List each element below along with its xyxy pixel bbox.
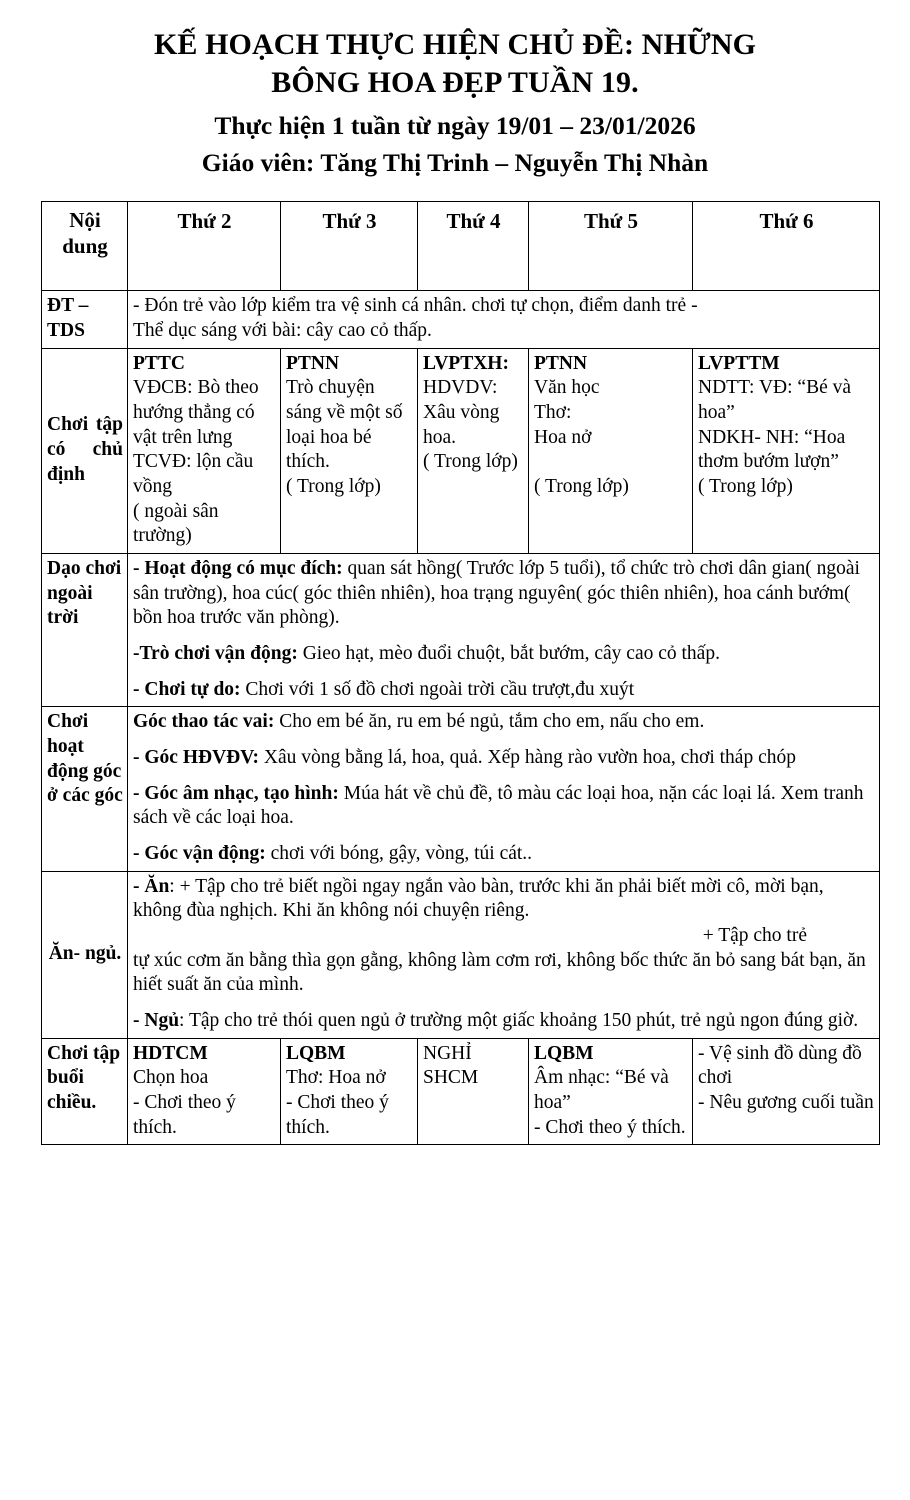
- activity-code: LQBM: [286, 1042, 346, 1064]
- corner-item-label: - Góc vận động:: [133, 842, 266, 864]
- subtitle-teachers: Giáo viên: Tăng Thị Trinh – Nguyễn Thị Nhàn: [201, 148, 709, 178]
- outdoor-item: [133, 642, 875, 667]
- corner-item: [133, 710, 875, 735]
- activity-detail: - Vệ sinh đồ dùng đồ chơi - Nêu gương cuối tuần: [698, 1042, 874, 1113]
- outdoor-item-label: - Chơi tự do:: [133, 678, 241, 700]
- cell-chu-dinh-day-3: [281, 348, 418, 553]
- sleep-item-text: : Tập cho trẻ thói quen ngủ ở trường một giấc khoảng 150 phút, trẻ ngủ ngon đúng giờ.: [179, 1009, 859, 1031]
- activity-detail: Văn học Thơ: Hoa nở ( Trong lớp): [534, 377, 629, 498]
- cell-buoi-chieu-day-3: [281, 1038, 418, 1145]
- cell-chu-dinh-day-5: [529, 348, 693, 553]
- activity-code: PTNN: [534, 352, 588, 374]
- activity-detail: Thơ: Hoa nở - Chơi theo ý thích.: [286, 1067, 389, 1138]
- dt-tds-line-1: - Đón trẻ vào lớp kiểm tra vệ sinh cá nhân. chơi tự chọn, điểm danh trẻ -: [133, 295, 698, 317]
- row-label-an-ngu: Ăn- ngủ.: [42, 871, 128, 1038]
- activity-detail: HDVDV: Xâu vòng hoa. ( Trong lớp): [423, 377, 518, 473]
- row-content-dao-choi-ngoai-troi: [128, 554, 880, 707]
- meal-item-indent: + Tập cho trẻ: [702, 924, 807, 946]
- corner-item-text: chơi với bóng, gậy, vòng, túi cát..: [265, 842, 533, 864]
- cell-chu-dinh-day-2: [128, 348, 281, 553]
- table-row: [42, 871, 880, 1038]
- cell-buoi-chieu-day-5: [529, 1038, 693, 1145]
- weekly-plan-table: [41, 201, 880, 1145]
- row-label-choi-hoat-dong-goc: Chơi hoạt động góc ở các góc: [42, 707, 128, 871]
- outdoor-item-label: - Hoạt động có mục đích:: [133, 558, 343, 580]
- row-label-choi-tap-buoi-chieu: Chơi tập buổi chiều.: [42, 1038, 128, 1145]
- row-label-choi-tap-co-chu-dinh: Chơi tập có chủ định: [42, 348, 128, 553]
- table-row: [42, 707, 880, 871]
- activity-code: PTTC: [133, 352, 186, 374]
- outdoor-item-label: -Trò chơi vận động:: [133, 643, 298, 664]
- table-row: [42, 1038, 880, 1145]
- cell-chu-dinh-day-6: [693, 348, 880, 553]
- activity-detail: NDTT: VĐ: “Bé và hoa” NDKH- NH: “Hoa thơm bướm lượn” ( Trong lớp): [698, 377, 852, 498]
- corner-item: [133, 842, 875, 867]
- activity-code: HDTCM: [133, 1042, 208, 1064]
- meal-item-label: - Ăn: [133, 875, 170, 897]
- header-content: Nội dung: [42, 202, 128, 291]
- dt-tds-line-2: Thể dục sáng với bài: cây cao cỏ thấp.: [133, 320, 432, 342]
- row-label-dao-choi-ngoai-troi: Dạo chơi ngoài trời: [42, 554, 128, 707]
- table-row: [42, 348, 880, 553]
- corner-item-text: Múa hát về chủ đề, tô màu các loại hoa, nặn các loại lá. Xem tranh sách về các loại hoa.: [133, 782, 864, 829]
- outdoor-item: [133, 678, 875, 703]
- activity-detail: Âm nhạc: “Bé và hoa” - Chơi theo ý thích.: [534, 1067, 686, 1138]
- activity-detail: NGHỈ SHCM: [423, 1042, 479, 1089]
- header-day-6: Thứ 6: [693, 202, 880, 291]
- table-row: [42, 291, 880, 348]
- sleep-item-label: - Ngủ: [133, 1009, 180, 1031]
- activity-code: LQBM: [534, 1042, 594, 1064]
- corner-item-label: Góc thao tác vai:: [133, 711, 275, 733]
- activity-detail: Chọn hoa - Chơi theo ý thích.: [133, 1067, 236, 1138]
- header-day-4: Thứ 4: [418, 202, 529, 291]
- corner-item: [133, 746, 875, 771]
- table-header-row: [42, 202, 880, 291]
- activity-code: PTNN: [286, 352, 340, 374]
- meal-item: [133, 875, 875, 998]
- cell-buoi-chieu-day-6: [693, 1038, 880, 1145]
- activity-code: LVPTTM: [698, 352, 780, 374]
- corner-item-label: - Góc âm nhạc, tạo hình:: [133, 782, 339, 804]
- row-content-choi-hoat-dong-goc: [128, 707, 880, 871]
- document-title-block: [0, 0, 910, 185]
- page-title: [34, 26, 876, 102]
- row-label-dt-tds: ĐT – TDS: [42, 291, 128, 348]
- activity-detail: VĐCB: Bò theo hướng thẳng có vật trên lưng TCVĐ: lộn cầu vồng ( ngoài sân trường): [133, 377, 259, 547]
- meal-item-text: : + Tập cho trẻ biết ngồi ngay ngắn vào bàn, trước khi ăn phải biết mời cô, mời bạn, không đùa nghịch. Khi ăn không nói chuyện riêng.: [133, 875, 824, 922]
- outdoor-item-text: Chơi với 1 số đồ chơi ngoài trời cầu trượt,đu xuýt: [240, 678, 635, 700]
- corner-item-label: - Góc HĐVĐV:: [133, 746, 260, 768]
- row-content-dt-tds: [128, 291, 880, 348]
- title-line-2: BÔNG HOA ĐẸP TUẦN 19.: [271, 66, 639, 100]
- meal-item-continuation: tự xúc cơm ăn bằng thìa gọn gằng, không làm cơm rơi, không bốc thức ăn bỏ sang bát bạn, ăn hiết suất ăn của mình.: [133, 949, 866, 996]
- cell-buoi-chieu-day-4: [418, 1038, 529, 1145]
- outdoor-item-text: quan sát hồng( Trước lớp 5 tuổi), tổ chức trò chơi dân gian( ngoài sân trường), hoa cúc( góc thiên nhiên), hoa trạng nguyên( góc thiên nhiên), hoa cánh bướm( bồn hoa trước văn phòng).: [133, 558, 860, 629]
- header-day-5: Thứ 5: [529, 202, 693, 291]
- table-row: [42, 554, 880, 707]
- row-content-an-ngu: [128, 871, 880, 1038]
- cell-chu-dinh-day-4: [418, 348, 529, 553]
- corner-item-text: Xâu vòng bằng lá, hoa, quả. Xếp hàng rào vườn hoa, chơi tháp chóp: [259, 746, 796, 768]
- cell-buoi-chieu-day-2: [128, 1038, 281, 1145]
- corner-item-text: Cho em bé ăn, ru em bé ngủ, tắm cho em, nấu cho em.: [274, 711, 705, 733]
- outdoor-item-text: Gieo hạt, mèo đuổi chuột, bắt bướm, cây cao cỏ thấp.: [297, 643, 720, 664]
- outdoor-item: [133, 557, 875, 631]
- sleep-item: [133, 1009, 875, 1034]
- activity-detail: Trò chuyện sáng về một số loại hoa bé thích. ( Trong lớp): [286, 377, 403, 498]
- activity-code: LVPTXH:: [423, 352, 509, 374]
- header-day-2: Thứ 2: [128, 202, 281, 291]
- subtitle-duration: Thực hiện 1 tuần từ ngày 19/01 – 23/01/2026: [214, 111, 696, 141]
- corner-item: [133, 782, 875, 831]
- title-line-1: KẾ HOẠCH THỰC HIỆN CHỦ ĐỀ: NHỮNG: [153, 28, 757, 61]
- header-day-3: Thứ 3: [281, 202, 418, 291]
